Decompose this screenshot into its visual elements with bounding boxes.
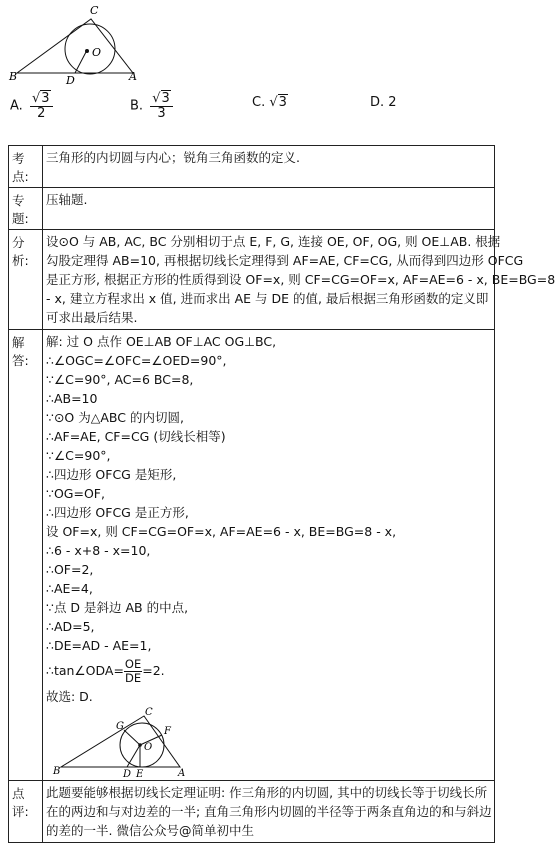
triangle-incircle-figure	[0, 0, 150, 88]
conclusion: 故选: D.	[46, 689, 93, 704]
row-content	[43, 781, 495, 842]
row-label: 解答:	[9, 330, 43, 780]
text-line: 是正方形, 根据正方形的性质得到设 OF=x, 则 CF=CG=OF=x, AF=AE=6 - x, BE=BG=8	[46, 272, 556, 287]
row-fenxi	[9, 230, 556, 330]
row-zhuanti	[9, 188, 495, 230]
text-line: 勾股定理得 AB=10, 再根据切线长定理得到 AF=AE, CF=CG, 从而得到四边形 OFCG	[46, 253, 524, 268]
row-content	[43, 230, 558, 329]
analysis-table	[8, 145, 556, 843]
option-b[interactable]: B. $\frac{√3}{3}$	[130, 92, 173, 120]
text-line: ∵∠C=90°, AC=6 BC=8,	[46, 372, 194, 387]
text-line: 可求出最后结果.	[46, 310, 138, 325]
label-D: D	[123, 769, 132, 780]
text-line: ∴AB=10	[46, 391, 98, 406]
text-line: ∵OG=OF,	[46, 486, 105, 501]
option-b-radicand: 3	[161, 91, 170, 106]
label-O: O	[92, 46, 102, 59]
text-line: ∴∠OGC=∠OFC=∠OED=90°,	[46, 353, 227, 368]
label-A: A	[129, 70, 137, 83]
label-A: A	[178, 768, 186, 779]
label-O: O	[144, 742, 153, 753]
text-line: ∴AD=5,	[46, 619, 95, 634]
row-jieda	[9, 330, 495, 781]
option-a-denominator: 2	[37, 105, 46, 121]
text-line: ∴6 - x+8 - x=10,	[46, 543, 151, 558]
row-content: 三角形的内切圆与内心；锐角三角函数的定义.	[46, 150, 300, 165]
option-a[interactable]: A. $\frac{√3}{2}$	[10, 92, 53, 120]
text-line: 的差的一半. 微信公众号@简单初中生	[46, 823, 254, 838]
row-kaodian	[9, 146, 495, 188]
option-d-value: 2	[388, 95, 397, 110]
row-content	[43, 330, 494, 780]
row-label: 点评:	[9, 781, 43, 842]
tan-prefix: ∴tan∠ODA=	[46, 663, 124, 678]
row-dianping	[9, 781, 495, 843]
label-E: E	[136, 769, 144, 780]
row-content: 压轴题.	[46, 192, 88, 207]
label-G: G	[116, 721, 124, 732]
text-line: 设⊙O 与 AB, AC, BC 分别相切于点 E, F, G, 连接 OE, OF, OG, 则 OE⊥AB. 根据	[46, 234, 501, 249]
text-line: ∴四边形 OFCG 是正方形,	[46, 505, 189, 520]
text-line: ∴四边形 OFCG 是矩形,	[46, 467, 177, 482]
option-c-radicand: 3	[278, 95, 287, 110]
option-letter: C.	[252, 95, 266, 110]
option-d[interactable]	[370, 95, 397, 110]
text-line: 解: 过 O 点作 OE⊥AB OF⊥AC OG⊥BC,	[46, 334, 277, 349]
option-a-radicand: 3	[41, 91, 50, 106]
row-label: 专题:	[9, 188, 43, 229]
text-line: ∵点 D 是斜边 AB 的中点,	[46, 600, 189, 615]
label-F: F	[164, 726, 171, 737]
option-letter: D.	[370, 95, 385, 110]
option-letter: B.	[130, 98, 144, 114]
label-B: B	[53, 766, 61, 777]
text-line: ∵∠C=90°,	[46, 448, 111, 463]
text-line: ∴AE=4,	[46, 581, 93, 596]
label-B: B	[9, 70, 18, 83]
tan-equation	[46, 657, 491, 684]
option-b-denominator: 3	[157, 105, 166, 121]
label-C: C	[145, 707, 153, 718]
text-line: ∵⊙O 为△ABC 的内切圆,	[46, 410, 184, 425]
text-line: ∴AF=AE, CF=CG (切线长相等)	[46, 429, 226, 444]
text-line: ∴OF=2,	[46, 562, 94, 577]
text-line: 设 OF=x, 则 CF=CG=OF=x, AF=AE=6 - x, BE=BG=8 - x,	[46, 524, 397, 539]
tan-suffix: =2.	[142, 663, 165, 678]
tan-numerator: OE	[124, 657, 142, 672]
tan-denominator: DE	[125, 671, 142, 685]
label-D: D	[66, 74, 75, 87]
text-line: ∴DE=AD - AE=1,	[46, 638, 152, 653]
text-line: 此题要能够根据切线长定理证明: 作三角形的内切圆, 其中的切线长等于切线长所	[46, 785, 488, 800]
solution-figure	[52, 708, 202, 778]
text-line: - x, 建立方程求出 x 值, 进而求出 AE 与 DE 的值, 最后根据三角形函数的定义即	[46, 291, 489, 306]
row-label: 分析:	[9, 230, 43, 329]
text-line: 在的两边和与对边差的一半; 直角三角形内切圆的半径等于两条直角边的和与斜边	[46, 804, 492, 819]
option-letter: A.	[10, 98, 23, 114]
label-C: C	[90, 4, 99, 17]
option-c[interactable]: C. √3	[252, 95, 287, 110]
row-label: 考点:	[9, 146, 43, 187]
